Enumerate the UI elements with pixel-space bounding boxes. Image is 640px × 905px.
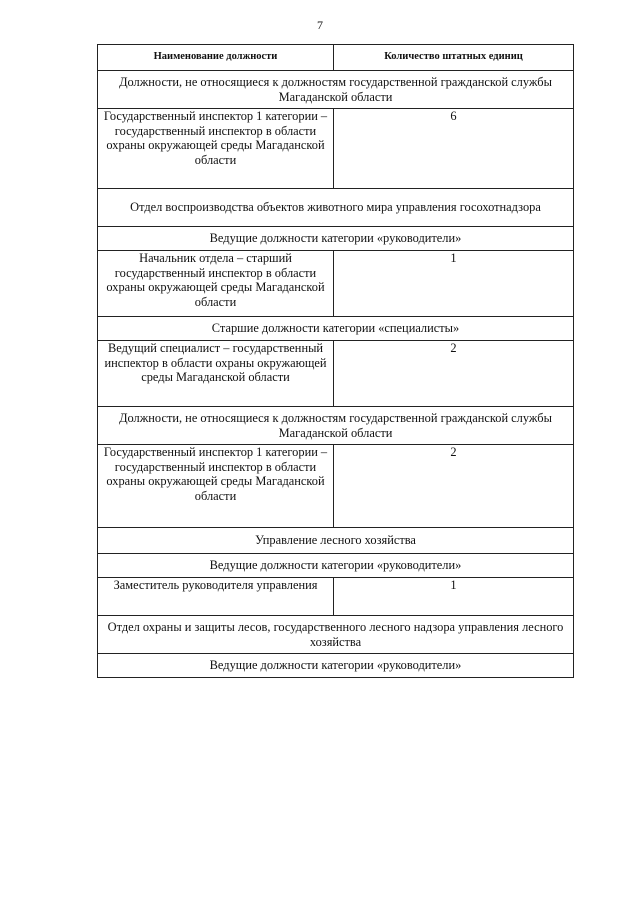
position-row <box>98 251 574 317</box>
section-row <box>98 554 574 578</box>
section-row <box>98 227 574 251</box>
staff-count: 6 <box>334 109 574 189</box>
section-row <box>98 616 574 654</box>
section-row <box>98 407 574 445</box>
section-row <box>98 654 574 678</box>
staff-count: 2 <box>334 341 574 407</box>
position-name: Ведущий специалист – государственный инспектор в области охраны окружающей среды Магаданской области <box>98 341 334 407</box>
section-row <box>98 528 574 554</box>
staffing-table <box>97 44 574 678</box>
table-header-row <box>98 45 574 71</box>
section-title: Отдел воспроизводства объектов животного мира управления госохотнадзора <box>98 189 574 227</box>
section-title: Старшие должности категории «специалисты» <box>98 317 574 341</box>
section-title: Должности, не относящиеся к должностям государственной гражданской службы Магаданской области <box>98 71 574 109</box>
position-row <box>98 578 574 616</box>
position-name: Заместитель руководителя управления <box>98 578 334 616</box>
position-name: Государственный инспектор 1 категории – государственный инспектор в области охраны окружающей среды Магаданской области <box>98 109 334 189</box>
position-row <box>98 109 574 189</box>
staff-count: 1 <box>334 578 574 616</box>
section-row <box>98 71 574 109</box>
staff-count: 1 <box>334 251 574 317</box>
position-row <box>98 341 574 407</box>
header-position-name: Наименование должности <box>98 45 334 71</box>
section-row <box>98 317 574 341</box>
section-title: Управление лесного хозяйства <box>98 528 574 554</box>
position-name: Государственный инспектор 1 категории – государственный инспектор в области охраны окружающей среды Магаданской области <box>98 445 334 528</box>
staff-count: 2 <box>334 445 574 528</box>
section-title: Ведущие должности категории «руководители» <box>98 654 574 678</box>
header-staff-count: Количество штатных единиц <box>334 45 574 71</box>
section-title: Ведущие должности категории «руководители» <box>98 227 574 251</box>
position-name: Начальник отдела – старший государственный инспектор в области охраны окружающей среды Магаданской области <box>98 251 334 317</box>
section-title: Должности, не относящиеся к должностям государственной гражданской службы Магаданской области <box>98 407 574 445</box>
section-row <box>98 189 574 227</box>
page-number: 7 <box>317 18 323 32</box>
section-title: Отдел охраны и защиты лесов, государственного лесного надзора управления лесного хозяйства <box>98 616 574 654</box>
position-row <box>98 445 574 528</box>
section-title: Ведущие должности категории «руководители» <box>98 554 574 578</box>
